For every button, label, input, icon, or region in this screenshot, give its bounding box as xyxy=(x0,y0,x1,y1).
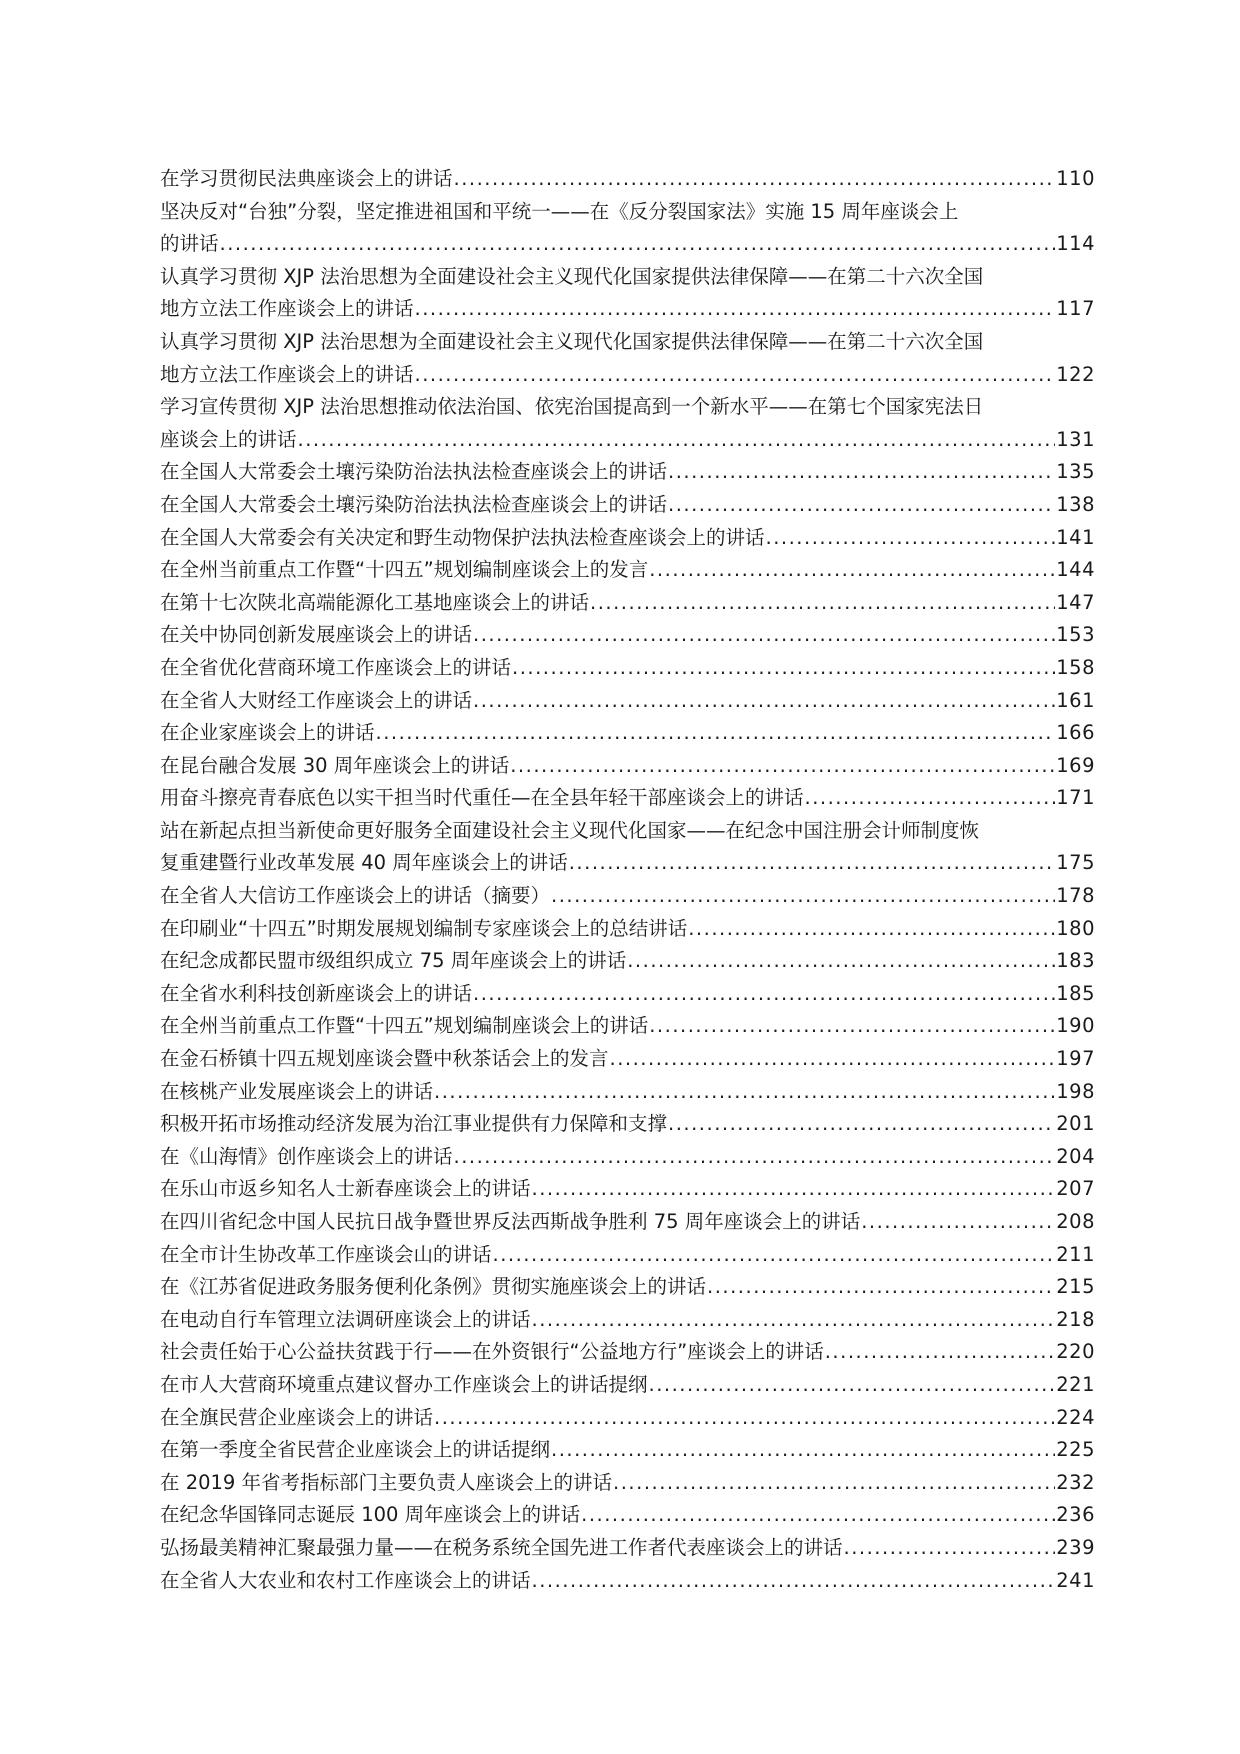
toc-entry[interactable] xyxy=(160,913,1095,946)
toc-entry-row xyxy=(160,522,1095,555)
toc-entry-page-number: 208 xyxy=(1056,1210,1095,1233)
toc-entry-page-number: 153 xyxy=(1056,623,1095,647)
toc-entry-title: 在全省水利科技创新座谈会上的讲话 xyxy=(160,981,473,1005)
toc-entry-row xyxy=(160,913,1095,946)
toc-entry-page-number: 201 xyxy=(1056,1112,1095,1136)
toc-entry-title: 在电动自行车管理立法调研座谈会上的讲话 xyxy=(160,1307,531,1331)
toc-leader-dots xyxy=(473,978,1055,1011)
toc-entry-title-line1: 坚决反对“台独”分裂，坚定推进祖国和平统一——在《反分裂国家法》实施 15 周年座谈会上 xyxy=(160,199,959,223)
toc-entry-page-number: 161 xyxy=(1056,688,1095,712)
toc-entry-page-number: 141 xyxy=(1056,525,1095,549)
toc-entry-row xyxy=(160,1369,1095,1402)
toc-entry-title: 在全国人大常委会土壤污染防治法执法检查座谈会上的讲话 xyxy=(160,460,668,484)
toc-entry-row xyxy=(160,717,1095,750)
toc-leader-dots xyxy=(532,1304,1056,1337)
toc-entry-page-number: 221 xyxy=(1056,1372,1095,1396)
toc-entry[interactable] xyxy=(160,522,1095,555)
toc-entry-page-number: 180 xyxy=(1056,916,1095,940)
toc-entry[interactable] xyxy=(160,1565,1095,1598)
toc-entry-page-number: 211 xyxy=(1056,1242,1095,1266)
toc-leader-dots xyxy=(844,1532,1056,1565)
toc-entry-title-line1: 学习宣传贯彻 XJP 法治思想推动依法治国、依宪治国提高到一个新水平——在第七个国家宪法日 xyxy=(160,395,984,419)
toc-entry-page-number: 131 xyxy=(1056,427,1095,451)
toc-entry-page-number: 158 xyxy=(1056,655,1095,679)
toc-entry[interactable] xyxy=(160,326,1095,391)
toc-leader-dots xyxy=(551,1434,1055,1467)
toc-leader-dots xyxy=(766,522,1056,555)
toc-leader-dots xyxy=(805,782,1056,815)
toc-entry-title: 在全国人大常委会有关决定和野生动物保护法执法检查座谈会上的讲话 xyxy=(160,525,765,549)
toc-leader-dots xyxy=(512,652,1055,685)
toc-entry-row xyxy=(160,1206,1095,1239)
toc-entry-row xyxy=(160,489,1095,522)
toc-entry-row xyxy=(160,359,1095,392)
toc-entry-row xyxy=(160,880,1095,913)
toc-entry[interactable] xyxy=(160,1141,1095,1174)
toc-leader-dots xyxy=(610,1043,1056,1076)
toc-entry-title: 在金石桥镇十四五规划座谈会暨中秋茶话会上的发言 xyxy=(160,1047,609,1071)
toc-entry-row xyxy=(160,685,1095,718)
toc-leader-dots xyxy=(649,554,1055,587)
toc-leader-dots xyxy=(668,489,1055,522)
toc-entry-title: 在全州当前重点工作暨“十四五”规划编制座谈会上的讲话 xyxy=(160,1014,649,1038)
toc-entry-title: 在全市计生协改革工作座谈会山的讲话 xyxy=(160,1242,492,1266)
toc-entry-page-number: 224 xyxy=(1056,1405,1095,1429)
toc-entry[interactable] xyxy=(160,587,1095,620)
toc-leader-dots xyxy=(532,1565,1056,1598)
toc-entry[interactable] xyxy=(160,261,1095,326)
toc-leader-dots xyxy=(376,717,1056,750)
toc-entry-title: 在全省人大财经工作座谈会上的讲话 xyxy=(160,688,473,712)
toc-leader-dots xyxy=(434,1402,1055,1435)
toc-entry[interactable] xyxy=(160,815,1095,880)
toc-entry-page-number: 225 xyxy=(1056,1438,1095,1462)
toc-entry-title: 在纪念成都民盟市级组织成立 75 周年座谈会上的讲话 xyxy=(160,949,627,973)
toc-entry-page-number: 198 xyxy=(1056,1079,1095,1103)
toc-entry[interactable] xyxy=(160,1043,1095,1076)
toc-entry-title: 地方立法工作座谈会上的讲话 xyxy=(160,362,414,386)
toc-entry-title: 在核桃产业发展座谈会上的讲话 xyxy=(160,1079,434,1103)
toc-entry-title: 在第一季度全省民营企业座谈会上的讲话提纲 xyxy=(160,1438,551,1462)
toc-entry-title: 在全国人大常委会土壤污染防治法执法检查座谈会上的讲话 xyxy=(160,492,668,516)
toc-entry-row xyxy=(160,1434,1095,1467)
toc-entry-page-number: 204 xyxy=(1056,1144,1095,1168)
toc-entry[interactable] xyxy=(160,717,1095,750)
toc-leader-dots xyxy=(861,1206,1055,1239)
toc-leader-dots xyxy=(434,1076,1055,1109)
toc-entry[interactable] xyxy=(160,1532,1095,1565)
toc-entry-title: 在学习贯彻民法典座谈会上的讲话 xyxy=(160,167,453,190)
toc-entry-row xyxy=(160,163,1095,196)
toc-leader-dots xyxy=(668,456,1055,489)
toc-entry-row xyxy=(160,1402,1095,1435)
toc-leader-dots xyxy=(510,750,1055,783)
toc-leader-dots xyxy=(493,1239,1056,1272)
toc-entry[interactable] xyxy=(160,391,1095,456)
toc-entry-title: 在关中协同创新发展座谈会上的讲话 xyxy=(160,623,473,647)
toc-leader-dots xyxy=(581,1499,1055,1532)
toc-entry[interactable] xyxy=(160,554,1095,587)
toc-entry-page-number: 183 xyxy=(1056,949,1095,973)
toc-leader-dots xyxy=(454,163,1056,196)
toc-entry[interactable] xyxy=(160,1467,1095,1500)
toc-entry[interactable] xyxy=(160,489,1095,522)
toc-entry-row xyxy=(160,978,1095,1011)
toc-entry-page-number: 138 xyxy=(1056,492,1095,516)
toc-entry-page-number: 166 xyxy=(1056,721,1095,745)
toc-entry[interactable] xyxy=(160,880,1095,913)
toc-entry-row xyxy=(160,1239,1095,1272)
toc-leader-dots xyxy=(707,1271,1055,1304)
toc-entry[interactable] xyxy=(160,1206,1095,1239)
toc-entry-title-line1: 站在新起点担当新使命更好服务全面建设社会主义现代化国家——在纪念中国注册会计师制度恢 xyxy=(160,818,980,842)
toc-entry-row xyxy=(160,1108,1095,1141)
toc-leader-dots xyxy=(220,228,1056,261)
toc-entry-row xyxy=(160,1499,1095,1532)
toc-entry-page-number: 215 xyxy=(1056,1275,1095,1299)
toc-entry-row xyxy=(160,456,1095,489)
toc-leader-dots xyxy=(613,1467,1055,1500)
toc-entry-page-number: 190 xyxy=(1056,1014,1095,1038)
toc-entry[interactable] xyxy=(160,619,1095,652)
toc-entry-title: 在全省人大信访工作座谈会上的讲话（摘要） xyxy=(160,884,551,908)
toc-entry-row xyxy=(160,554,1095,587)
toc-leader-dots xyxy=(688,913,1055,946)
toc-entry[interactable] xyxy=(160,456,1095,489)
toc-entry-title: 在印刷业“十四五”时期发展规划编制专家座谈会上的总结讲话 xyxy=(160,916,688,940)
toc-entry-title: 在全州当前重点工作暨“十四五”规划编制座谈会上的发言 xyxy=(160,558,649,582)
toc-entry-row xyxy=(160,1141,1095,1174)
toc-entry-row xyxy=(160,1532,1095,1565)
toc-entry-row xyxy=(160,619,1095,652)
toc-entry-title: 用奋斗擦亮青春底色以实干担当时代重任—在全县年轻干部座谈会上的讲话 xyxy=(160,786,804,810)
toc-entry-title: 在乐山市返乡知名人士新春座谈会上的讲话 xyxy=(160,1177,531,1201)
toc-entry-row xyxy=(160,1336,1095,1369)
toc-entry-title: 在 2019 年省考指标部门主要负责人座谈会上的讲话 xyxy=(160,1470,613,1494)
toc-entry-title: 在全省优化营商环境工作座谈会上的讲话 xyxy=(160,655,512,679)
toc-entry-row xyxy=(160,782,1095,815)
toc-entry-page-number: 171 xyxy=(1056,786,1095,810)
toc-entry-title: 在纪念华国锋同志诞辰 100 周年座谈会上的讲话 xyxy=(160,1503,581,1527)
toc-entry-title: 积极开拓市场推动经济发展为治江事业提供有力保障和支撑 xyxy=(160,1112,668,1136)
toc-entry[interactable] xyxy=(160,1108,1095,1141)
toc-entry-title: 在昆台融合发展 30 周年座谈会上的讲话 xyxy=(160,753,510,777)
toc-entry-title: 在企业家座谈会上的讲话 xyxy=(160,721,375,745)
toc-entry[interactable] xyxy=(160,750,1095,783)
toc-entry-row xyxy=(160,652,1095,685)
toc-entry[interactable] xyxy=(160,1434,1095,1467)
toc-entry-title: 复重建暨行业改革发展 40 周年座谈会上的讲话 xyxy=(160,851,568,875)
toc-entry-title: 在市人大营商环境重点建议督办工作座谈会上的讲话提纲 xyxy=(160,1372,648,1396)
toc-leader-dots xyxy=(668,1108,1055,1141)
toc-entry-page-number: 207 xyxy=(1056,1177,1095,1201)
toc-entry-page-number: 232 xyxy=(1056,1470,1095,1494)
table-of-contents xyxy=(160,163,1095,1597)
toc-entry-page-number: 114 xyxy=(1056,232,1095,256)
toc-entry-row xyxy=(160,587,1095,620)
toc-leader-dots xyxy=(473,619,1055,652)
toc-entry-page-number: 241 xyxy=(1056,1568,1095,1592)
toc-entry-row xyxy=(160,228,1095,261)
toc-entry[interactable] xyxy=(160,1304,1095,1337)
toc-entry-title: 在全省人大农业和农村工作座谈会上的讲话 xyxy=(160,1568,531,1592)
toc-entry-row xyxy=(160,1010,1095,1043)
toc-entry-row xyxy=(160,1467,1095,1500)
toc-entry-row xyxy=(160,1271,1095,1304)
toc-leader-dots xyxy=(590,587,1055,620)
toc-leader-dots xyxy=(298,424,1056,457)
toc-entry-page-number: 185 xyxy=(1056,981,1095,1005)
toc-entry-title: 座谈会上的讲话 xyxy=(160,427,297,451)
toc-leader-dots xyxy=(415,293,1056,326)
toc-leader-dots xyxy=(454,1141,1056,1174)
toc-entry-row xyxy=(160,293,1095,326)
toc-entry-page-number: 122 xyxy=(1056,362,1095,386)
toc-entry-page-number: 178 xyxy=(1056,884,1095,908)
toc-entry-title-line1: 认真学习贯彻 XJP 法治思想为全面建设社会主义现代化国家提供法律保障——在第二十六次全国 xyxy=(160,264,984,288)
toc-leader-dots xyxy=(649,1010,1055,1043)
toc-entry[interactable] xyxy=(160,685,1095,718)
toc-entry-title: 在第十七次陕北高端能源化工基地座谈会上的讲话 xyxy=(160,590,590,614)
toc-entry-title: 在《江苏省促进政务服务便利化条例》贯彻实施座谈会上的讲话 xyxy=(160,1275,707,1299)
toc-leader-dots xyxy=(569,847,1056,880)
toc-entry-page-number: 117 xyxy=(1056,297,1095,321)
toc-entry[interactable] xyxy=(160,163,1095,196)
toc-entry[interactable] xyxy=(160,1076,1095,1109)
toc-entry[interactable] xyxy=(160,1402,1095,1435)
toc-entry-page-number: 110 xyxy=(1056,167,1095,190)
toc-entry-page-number: 175 xyxy=(1056,851,1095,875)
toc-leader-dots xyxy=(473,685,1055,718)
toc-entry-page-number: 135 xyxy=(1056,460,1095,484)
toc-entry-title: 在《山海情》创作座谈会上的讲话 xyxy=(160,1144,453,1168)
toc-entry[interactable] xyxy=(160,782,1095,815)
toc-entry-page-number: 169 xyxy=(1056,753,1095,777)
toc-leader-dots xyxy=(415,359,1056,392)
toc-entry-row xyxy=(160,1304,1095,1337)
toc-entry[interactable] xyxy=(160,1239,1095,1272)
toc-entry-row xyxy=(160,945,1095,978)
toc-entry-page-number: 197 xyxy=(1056,1047,1095,1071)
toc-entry-title: 在四川省纪念中国人民抗日战争暨世界反法西斯战争胜利 75 周年座谈会上的讲话 xyxy=(160,1210,861,1233)
toc-entry[interactable] xyxy=(160,1499,1095,1532)
toc-entry-page-number: 144 xyxy=(1056,558,1095,582)
toc-entry[interactable] xyxy=(160,1271,1095,1304)
toc-entry[interactable] xyxy=(160,1369,1095,1402)
toc-entry-row xyxy=(160,750,1095,783)
toc-entry-page-number: 220 xyxy=(1056,1340,1095,1364)
toc-entry-row xyxy=(160,1076,1095,1109)
toc-entry-title: 社会责任始于心公益扶贫践于行——在外资银行“公益地方行”座谈会上的讲话 xyxy=(160,1340,824,1364)
toc-entry[interactable] xyxy=(160,1010,1095,1043)
toc-leader-dots xyxy=(627,945,1055,978)
toc-leader-dots xyxy=(825,1336,1056,1369)
toc-entry[interactable] xyxy=(160,978,1095,1011)
toc-entry-row xyxy=(160,424,1095,457)
toc-entry[interactable] xyxy=(160,945,1095,978)
toc-entry-title: 在全旗民营企业座谈会上的讲话 xyxy=(160,1405,434,1429)
toc-entry-row xyxy=(160,1043,1095,1076)
toc-entry-title: 弘扬最美精神汇聚最强力量——在税务系统全国先进工作者代表座谈会上的讲话 xyxy=(160,1535,843,1559)
toc-leader-dots xyxy=(649,1369,1056,1402)
toc-entry[interactable] xyxy=(160,1173,1095,1206)
toc-leader-dots xyxy=(551,880,1055,913)
toc-entry-row xyxy=(160,847,1095,880)
toc-entry-title-line1: 认真学习贯彻 XJP 法治思想为全面建设社会主义现代化国家提供法律保障——在第二十六次全国 xyxy=(160,329,984,353)
toc-entry-page-number: 147 xyxy=(1056,590,1095,614)
toc-entry-title: 的讲话 xyxy=(160,232,219,256)
toc-entry-page-number: 239 xyxy=(1056,1535,1095,1559)
toc-entry[interactable] xyxy=(160,652,1095,685)
toc-entry-row xyxy=(160,1565,1095,1598)
toc-entry-page-number: 218 xyxy=(1056,1307,1095,1331)
toc-entry[interactable] xyxy=(160,1336,1095,1369)
toc-entry-row xyxy=(160,1173,1095,1206)
toc-entry[interactable] xyxy=(160,196,1095,261)
toc-leader-dots xyxy=(532,1173,1056,1206)
toc-entry-title: 地方立法工作座谈会上的讲话 xyxy=(160,297,414,321)
toc-entry-page-number: 236 xyxy=(1056,1503,1095,1527)
